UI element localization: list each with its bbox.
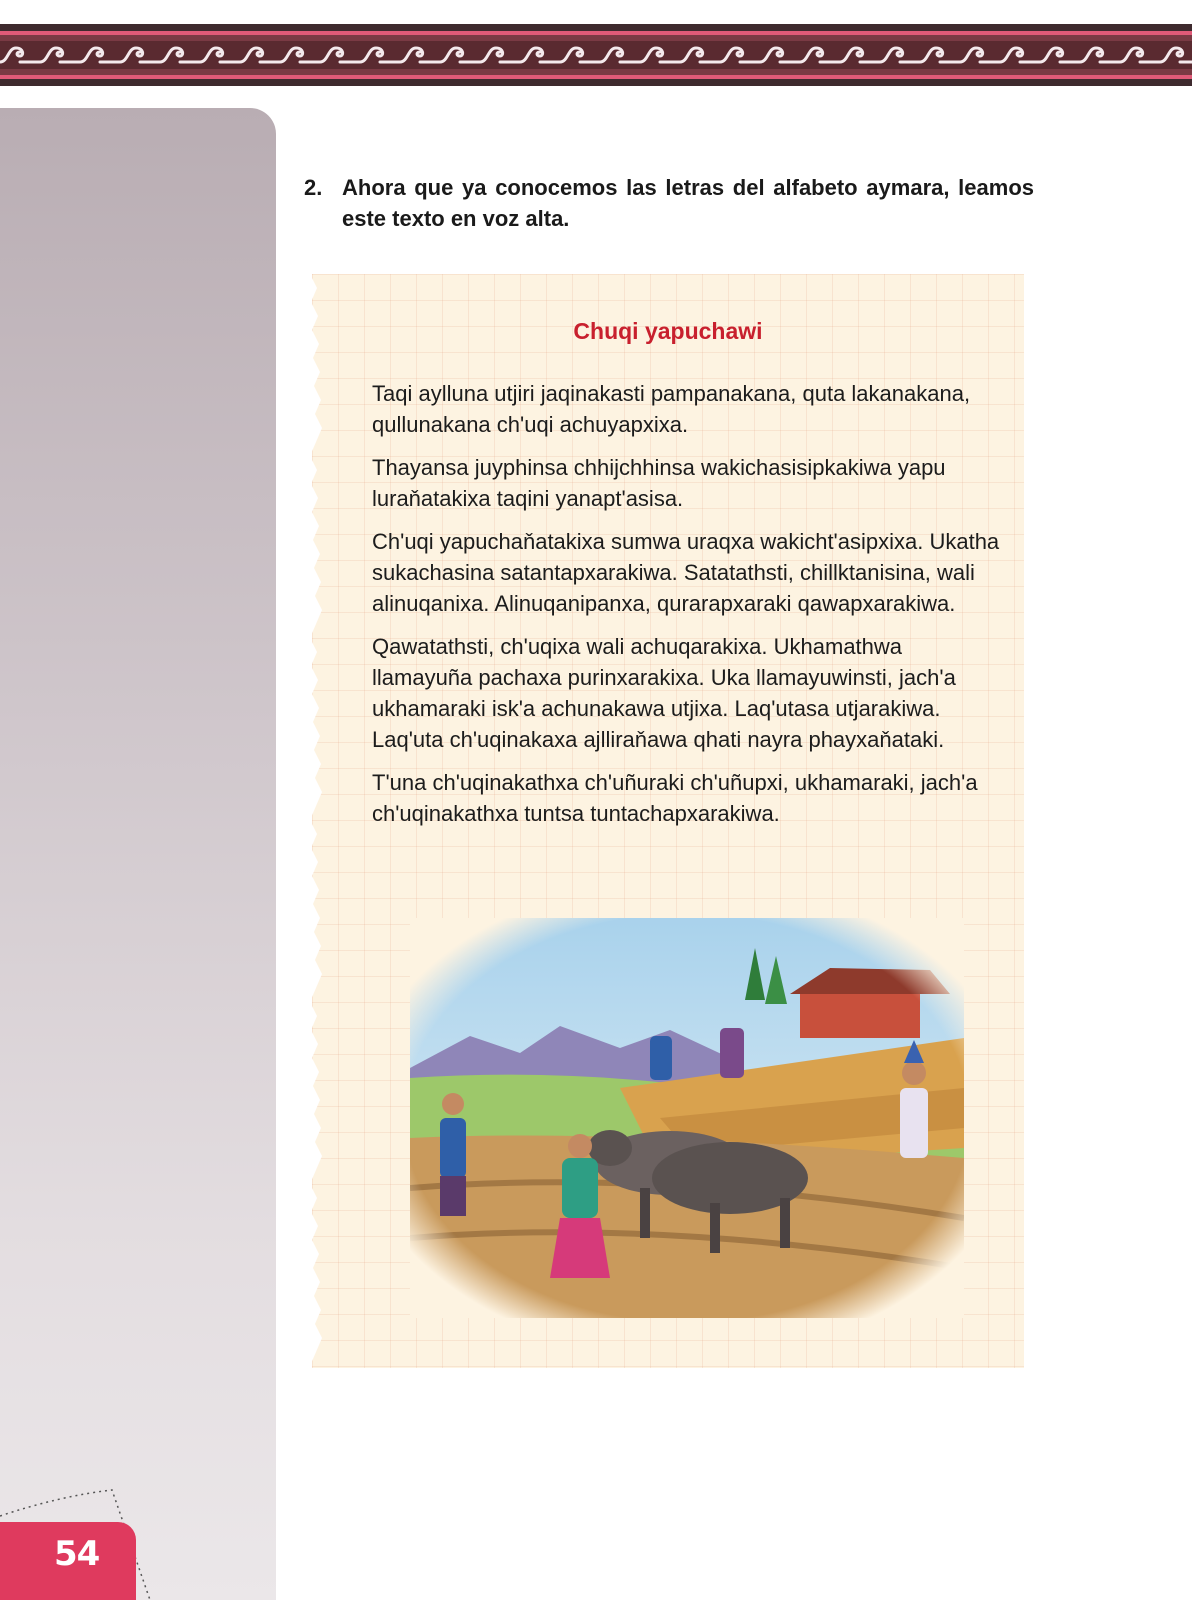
reading-paragraph: T'una ch'uqinakathxa ch'uñuraki ch'uñupxi, ukhamaraki, jach'a ch'uqinakathxa tuntsa tuntachapxarakiwa. [372, 770, 978, 826]
reading-paragraph: Qawatathsti, ch'uqixa wali achuqarakixa. Ukhamathwa llamayuña pachaxa purinxarakixa. Uka llamayuwinsti, jach'a ukhamaraki isk'a achunakawa utjixa. Laq'utasa utjarakiwa. Laq'uta ch'uqinakaxa ajlliraňawa qhati nayra phayxaňataki. [372, 634, 956, 752]
decorative-woven-band [0, 24, 1192, 86]
exercise-number: 2. [304, 175, 323, 200]
exercise-instruction [304, 172, 1034, 234]
farming-illustration [410, 918, 964, 1318]
exercise-text: Ahora que ya conocemos las letras del alfabeto aymara, leamos este texto en voz alta. [342, 175, 1034, 231]
reading-paragraph: Taqi aylluna utjiri jaqinakasti pampanakana, quta lakanakana, qullunakana ch'uqi achuyapxixa. [372, 381, 971, 437]
torn-paper-edge [300, 274, 340, 1368]
reading-paragraph: Ch'uqi yapuchaňatakixa sumwa uraqxa wakicht'asipxixa. Ukatha sukachasina satantapxarakiwa. Satatathsti, chillktanisina, wali alinuqanixa. Alinuqanipanxa, qurarapxaraki qawapxarakiwa. [372, 529, 1000, 616]
reading-body [372, 378, 1002, 841]
reading-title: Chuqi yapuchawi [573, 318, 763, 344]
page-side-panel [0, 108, 276, 1600]
page-number: 54 [54, 1534, 100, 1574]
reading-paragraph: Thayansa juyphinsa chhijchhinsa wakichasisipkakiwa yapu luraňatakixa taqini yanapt'asisa. [372, 455, 946, 511]
